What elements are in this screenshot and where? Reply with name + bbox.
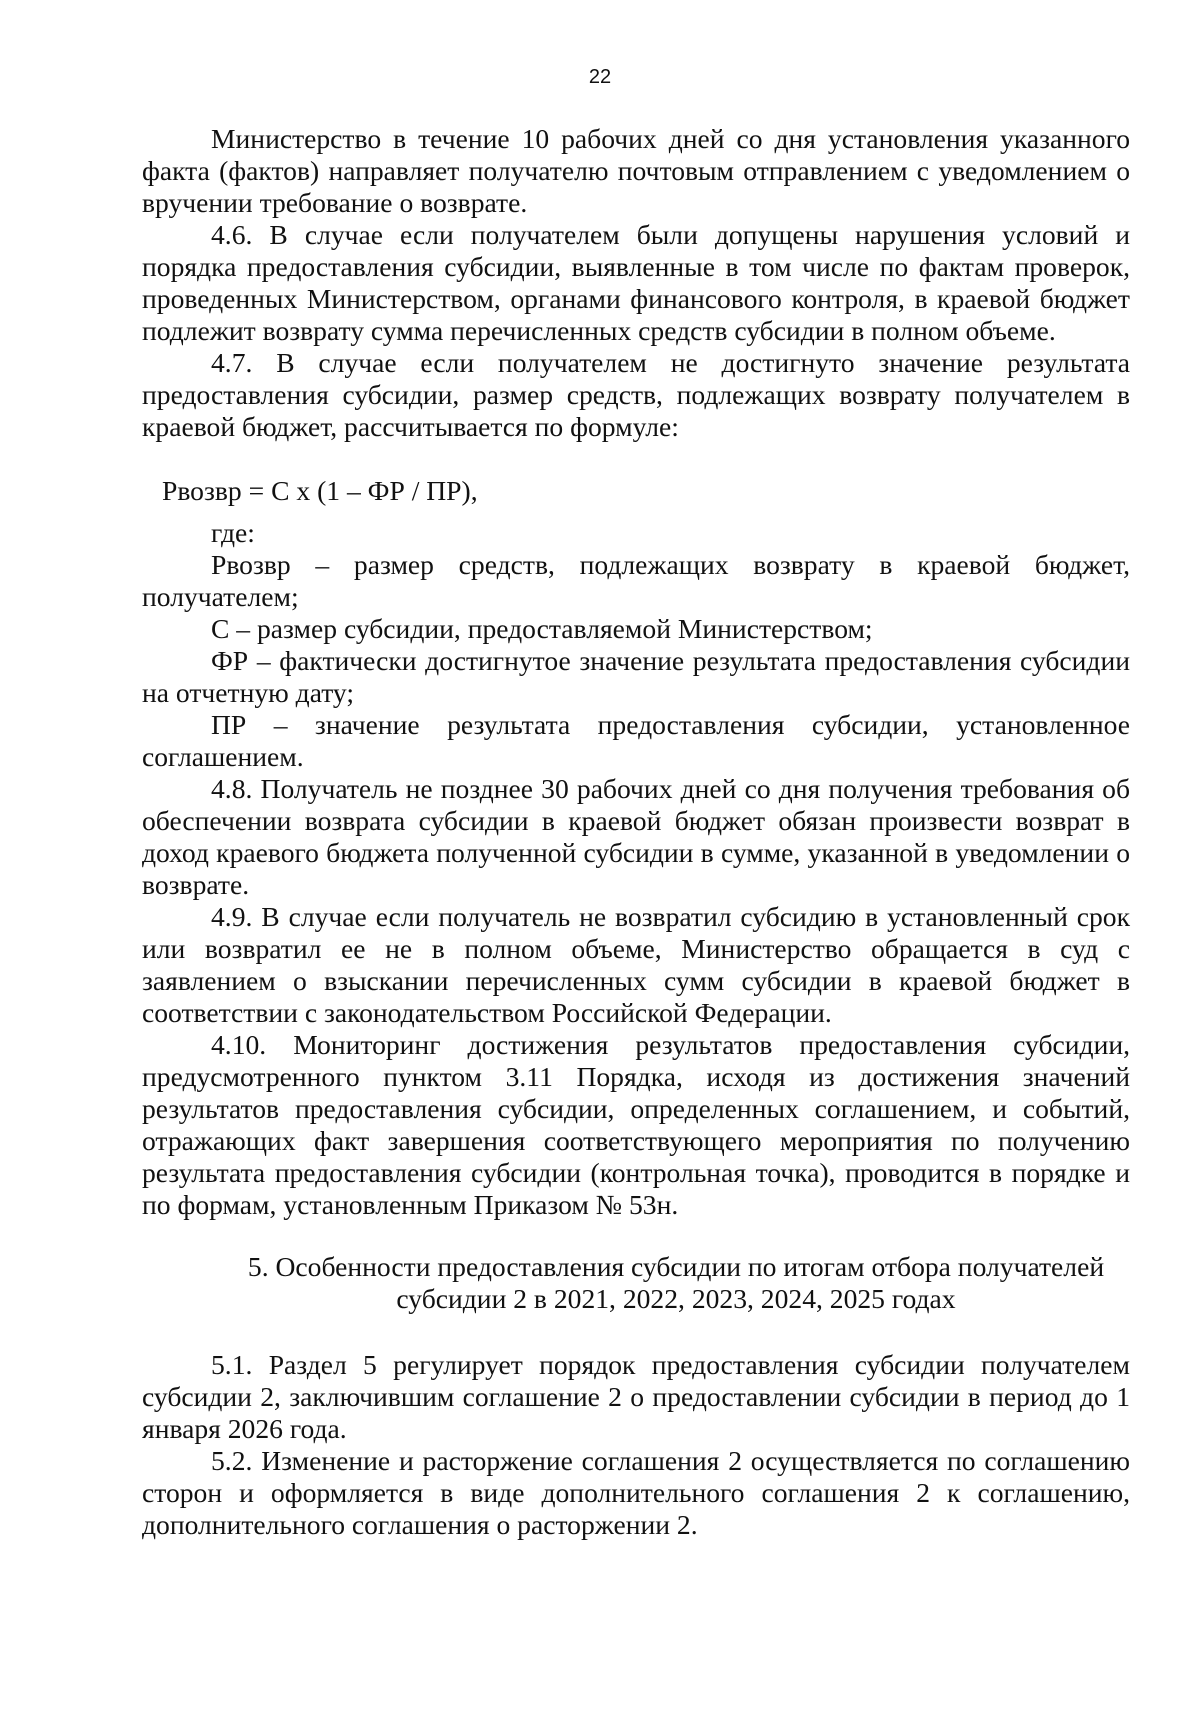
paragraph-4-10: 4.10. Мониторинг достижения результатов предоставления субсидии, предусмотренного пунктом 3.11 Порядка, исходя из достижения значений результатов предоставления субсидии, определенных соглашением, и событий, отражающих факт завершения соответствующего мероприятия по получению результата предоставления субсидии (контрольная точка), проводится в порядке и по формам, установленным Приказом № 53н. bbox=[142, 1029, 1130, 1220]
definition-pr: ПР – значение результата предоставления субсидии, установленное соглашением. bbox=[142, 709, 1130, 772]
refund-formula: Рвозвр = С х (1 – ФР / ПР), bbox=[162, 475, 478, 506]
formula-where-label: где: bbox=[211, 517, 255, 548]
section-5-heading bbox=[142, 1251, 1130, 1315]
definition-c: С – размер субсидии, предоставляемой Министерством; bbox=[211, 613, 873, 644]
document-body bbox=[142, 123, 1130, 1541]
paragraph-5-1: 5.1. Раздел 5 регулирует порядок предоставления субсидии получателем субсидии 2, заключившим соглашение 2 о предоставлении субсидии в период до 1 января 2026 года. bbox=[142, 1349, 1130, 1444]
section-5-heading-line2: субсидии 2 в 2021, 2022, 2023, 2024, 2025 годах bbox=[396, 1283, 956, 1314]
paragraph-4-9: 4.9. В случае если получатель не возвратил субсидию в установленный срок или возвратил ее не в полном объеме, Министерство обращается в суд с заявлением о взыскании перечисленных сумм субсидии в краевой бюджет в соответствии с законодательством Российской Федерации. bbox=[142, 901, 1130, 1028]
definition-fr: ФР – фактически достигнутое значение результата предоставления субсидии на отчетную дату; bbox=[142, 645, 1130, 708]
paragraph-5-2: 5.2. Изменение и расторжение соглашения 2 осуществляется по соглашению сторон и оформляется в виде дополнительного соглашения 2 к соглашению, дополнительного соглашения о расторжении 2. bbox=[142, 1445, 1130, 1540]
paragraph-4-6: 4.6. В случае если получателем были допущены нарушения условий и порядка предоставления субсидии, выявленные в том числе по фактам проверок, проведенных Министерством, органами финансового контроля, в краевой бюджет подлежит возврату сумма перечисленных средств субсидии в полном объеме. bbox=[142, 219, 1130, 346]
paragraph-4-7: 4.7. В случае если получателем не достигнуто значение результата предоставления субсидии, размер средств, подлежащих возврату получателем в краевой бюджет, рассчитывается по формуле: bbox=[142, 347, 1130, 442]
definition-rvozvr: Рвозвр – размер средств, подлежащих возврату в краевой бюджет, получателем; bbox=[142, 549, 1130, 612]
section-5-heading-line1: 5. Особенности предоставления субсидии по итогам отбора получателей bbox=[247, 1251, 1105, 1282]
paragraph-4-8: 4.8. Получатель не позднее 30 рабочих дней со дня получения требования об обеспечении возврата субсидии в краевой бюджет обязан произвести возврат в доход краевого бюджета полученной субсидии в сумме, указанной в уведомлении о возврате. bbox=[142, 773, 1130, 900]
paragraph-ministry-notice: Министерство в течение 10 рабочих дней со дня установления указанного факта (фактов) направляет получателю почтовым отправлением с уведомлением о вручении требование о возврате. bbox=[142, 123, 1130, 218]
page-number: 22 bbox=[588, 66, 612, 88]
